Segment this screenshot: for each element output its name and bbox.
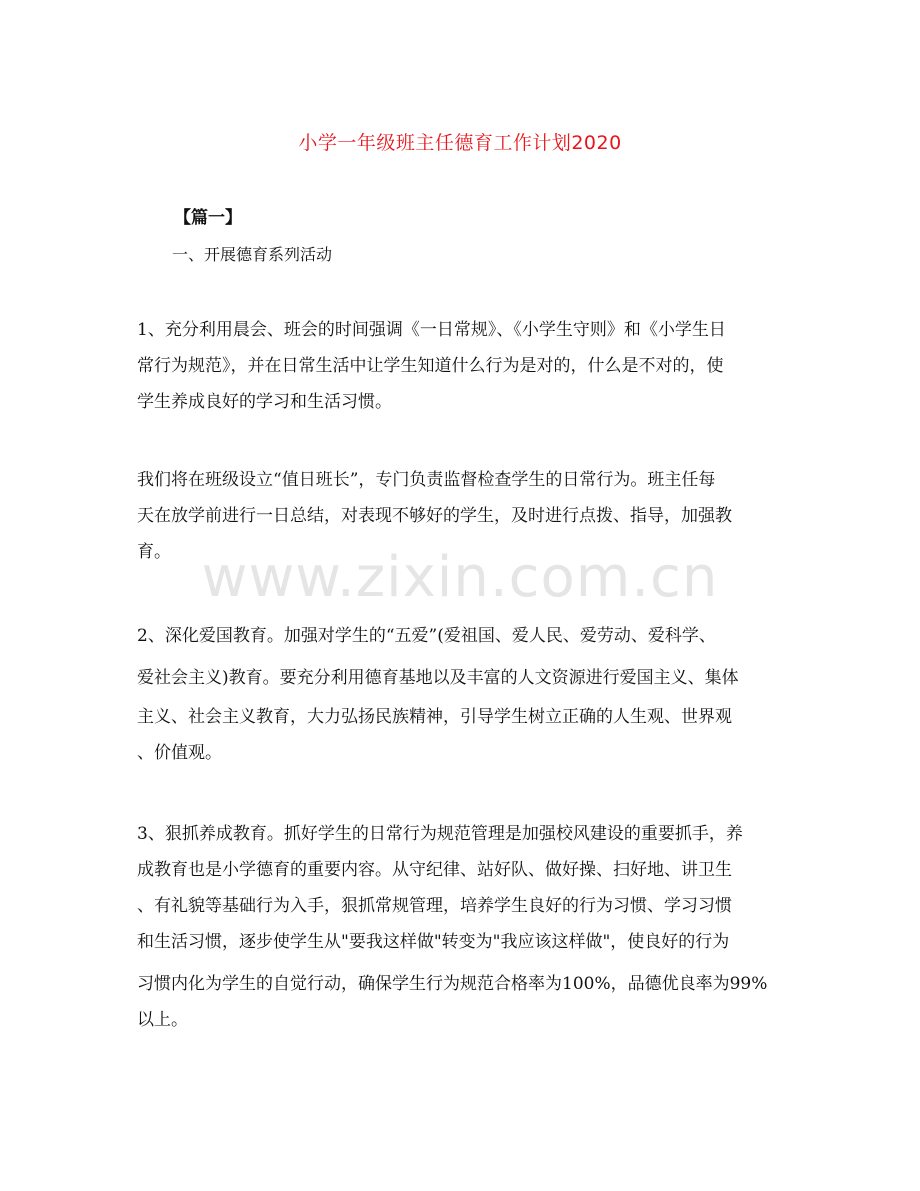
paragraph-line: 和生活习惯，逐步使学生从"要我这样做"转变为"我应该这样做"，使良好的行为: [137, 932, 730, 952]
paragraph-line: 主义、社会主义教育，大力弘扬民族精神，引导学生树立正确的人生观、世界观: [137, 707, 732, 727]
paragraph-line: 1、充分利用晨会、班会的时间强调《一日常规》、《小学生守则》和《小学生日: [137, 320, 726, 340]
paragraph-line: 、价值观。: [137, 743, 222, 763]
paragraph-1: [137, 312, 782, 420]
paragraph-line: 2、深化爱国教育。加强对学生的“五爱”(爱祖国、爱人民、爱劳动、爱科学、: [137, 626, 716, 646]
paragraph-line: 我们将在班级设立“值日班长”，专门负责监督检查学生的日常行为。班主任每: [137, 470, 716, 490]
paragraph-3: [137, 615, 782, 771]
paragraph-line: 、有礼貌等基础行为入手，狠抓常规管理，培养学生良好的行为习惯、学习习惯: [137, 896, 732, 916]
paragraph-line: 育。: [137, 542, 171, 562]
paragraph-line: 习惯内化为学生的自觉行动，确保学生行为规范合格率为100%，品德优良率为99%: [137, 974, 768, 994]
paragraph-2: [137, 462, 782, 570]
document-title: 小学一年级班主任德育工作计划2020: [298, 132, 622, 154]
paragraph-4: [137, 816, 782, 1038]
watermark: www.zixin.com.cn: [201, 545, 719, 610]
paragraph-line: 常行为规范》，并在日常生活中让学生知道什么行为是对的，什么是不对的，使: [137, 356, 724, 376]
section-subheading: 一、开展德育系列活动: [172, 245, 333, 264]
paragraph-line: 3、狠抓养成教育。抓好学生的日常行为规范管理是加强校风建设的重要抓手，养: [137, 824, 743, 844]
paragraph-line: 天在放学前进行一日总结，对表现不够好的学生，及时进行点拨、指导，加强教: [137, 506, 732, 526]
paragraph-line: 以上。: [137, 1010, 188, 1030]
section-label: 【篇一】: [174, 208, 242, 228]
paragraph-line: 学生养成良好的学习和生活习惯。: [137, 392, 392, 412]
paragraph-line: 成教育也是小学德育的重要内容。从守纪律、站好队、做好操、扫好地、讲卫生: [137, 860, 732, 880]
paragraph-line: 爱社会主义)教育。要充分利用德育基地以及丰富的人文资源进行爱国主义、集体: [137, 668, 739, 688]
